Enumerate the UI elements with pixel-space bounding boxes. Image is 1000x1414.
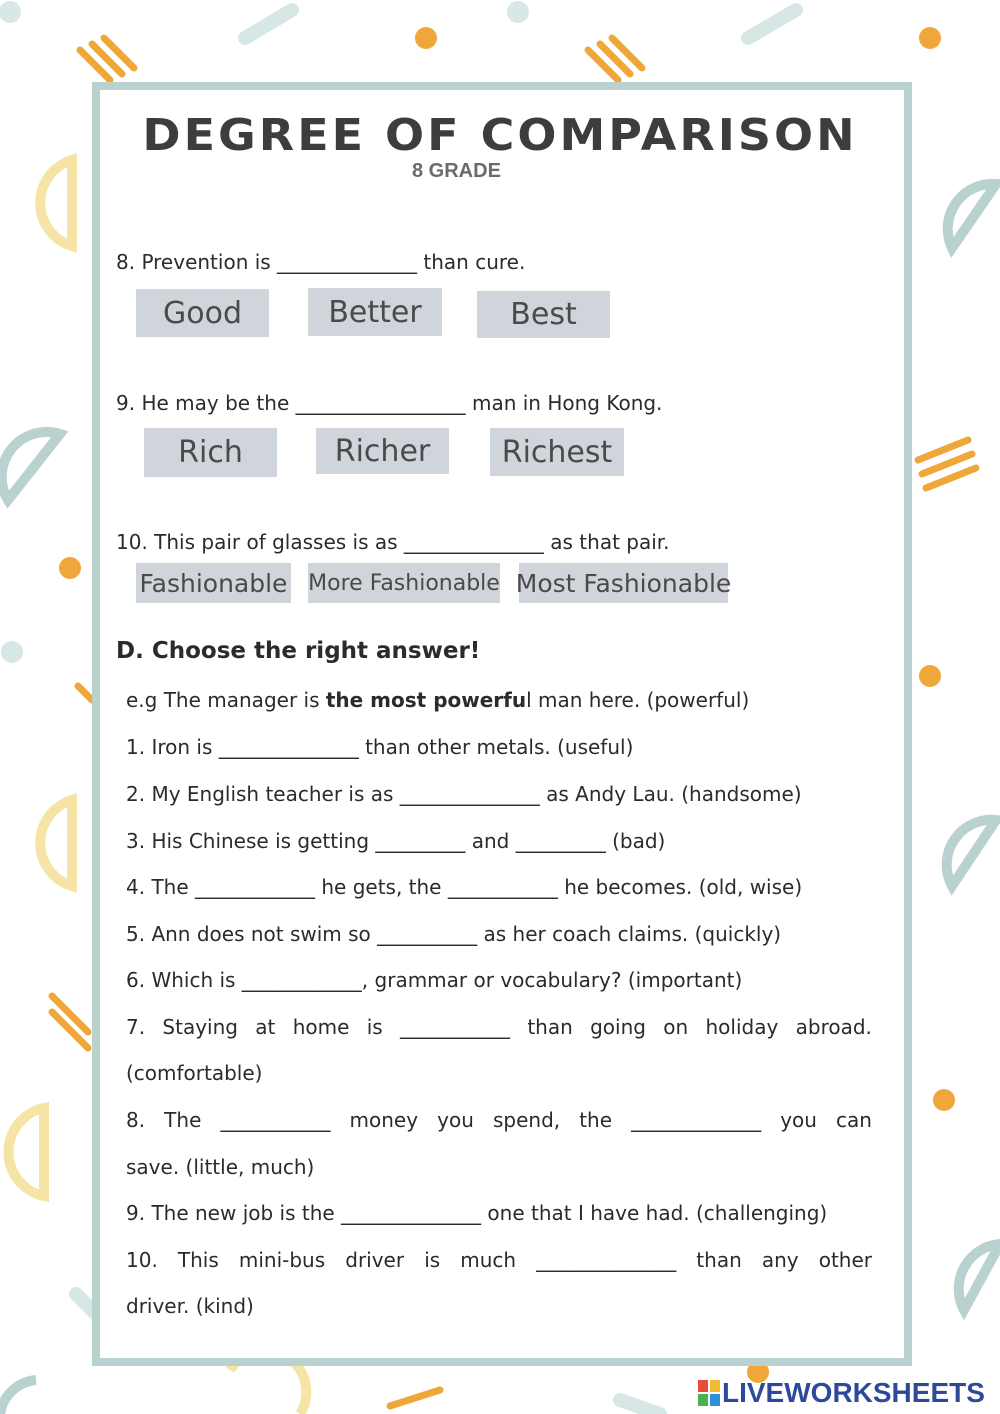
exercise-7 — [126, 1015, 872, 1039]
exercise-7-word: going — [590, 1015, 646, 1039]
exercise-8-word: spend, — [492, 1108, 561, 1132]
exercise-8-word: 8. — [126, 1108, 146, 1132]
exercise-8-blank: ___________ — [220, 1108, 331, 1132]
option-best[interactable]: Best — [477, 291, 610, 338]
worksheet-title: DEGREE OF COMPARISON — [142, 109, 858, 161]
question-10: 10. This pair of glasses is as ______________ as that pair. — [116, 530, 670, 554]
example-text-pre: e.g The manager is — [126, 688, 326, 712]
option-fashionable[interactable]: Fashionable — [136, 563, 291, 603]
exercise-7-word: than — [527, 1015, 573, 1039]
exercise-6: 6. Which is ____________, grammar or vocabulary? (important) — [126, 968, 743, 992]
exercise-10 — [126, 1248, 872, 1272]
section-d-heading: D. Choose the right answer! — [116, 638, 481, 664]
liveworksheets-brand[interactable] — [698, 1378, 985, 1408]
exercise-8-continued: save. (little, much) — [126, 1155, 315, 1179]
option-most-fashionable[interactable]: Most Fashionable — [519, 563, 728, 603]
exercise-2: 2. My English teacher is as ______________ as Andy Lau. (handsome) — [126, 782, 802, 806]
exercise-8 — [126, 1108, 872, 1132]
question-8: 8. Prevention is ______________ than cure. — [116, 250, 526, 274]
exercise-7-word: at — [255, 1015, 276, 1039]
example-text-bold: the most powerfu — [325, 688, 527, 712]
option-more-fashionable[interactable]: More Fashionable — [308, 563, 500, 603]
exercise-1: 1. Iron is ______________ than other metals. (useful) — [126, 735, 634, 759]
exercise-10-blank: ______________ — [536, 1248, 677, 1272]
exercise-7-blank: ___________ — [400, 1015, 511, 1039]
exercise-4: 4. The ____________ he gets, the ___________ he becomes. (old, wise) — [126, 875, 803, 899]
exercise-10-word: 10. — [126, 1248, 158, 1272]
example-text-post: l man here. (powerful) — [526, 688, 750, 712]
exercise-8-blank: _____________ — [631, 1108, 762, 1132]
question-9: 9. He may be the _________________ man in Hong Kong. — [116, 391, 663, 415]
worksheet-subtitle: 8 GRADE — [412, 160, 501, 182]
option-better[interactable]: Better — [308, 288, 442, 336]
exercise-8-word: can — [836, 1108, 872, 1132]
exercise-8-word: money — [349, 1108, 419, 1132]
exercise-7-word: Staying — [162, 1015, 238, 1039]
option-good[interactable]: Good — [136, 289, 269, 337]
option-richest[interactable]: Richest — [490, 428, 624, 476]
liveworksheets-logo-icon — [698, 1380, 720, 1406]
exercise-8-word: the — [579, 1108, 613, 1132]
exercise-10-word: any — [761, 1248, 799, 1272]
exercise-10-word: than — [696, 1248, 742, 1272]
option-richer[interactable]: Richer — [316, 428, 449, 474]
exercise-8-word: The — [164, 1108, 202, 1132]
liveworksheets-brand-text: LIVEWORKSHEETS — [722, 1377, 985, 1408]
exercise-7-word: holiday — [705, 1015, 779, 1039]
exercise-8-word: you — [437, 1108, 474, 1132]
exercise-7-word: is — [366, 1015, 383, 1039]
exercise-10-word: mini-bus — [238, 1248, 326, 1272]
exercise-10-word: This — [177, 1248, 219, 1272]
exercise-7-word: home — [292, 1015, 350, 1039]
exercise-5: 5. Ann does not swim so __________ as her coach claims. (quickly) — [126, 922, 782, 946]
exercise-7-word: 7. — [126, 1015, 146, 1039]
option-rich[interactable]: Rich — [144, 428, 277, 477]
exercise-3: 3. His Chinese is getting _________ and _________ (bad) — [126, 829, 666, 853]
exercise-7-word: on — [663, 1015, 689, 1039]
exercise-8-word: you — [780, 1108, 817, 1132]
exercise-7-word: abroad. — [795, 1015, 872, 1039]
exercise-7-continued: (comfortable) — [126, 1061, 263, 1085]
exercise-10-word: much — [460, 1248, 517, 1272]
example-line — [126, 688, 872, 712]
exercise-10-continued: driver. (kind) — [126, 1294, 254, 1318]
exercise-10-word: other — [818, 1248, 872, 1272]
exercise-10-word: is — [424, 1248, 441, 1272]
exercise-9: 9. The new job is the ______________ one that I have had. (challenging) — [126, 1201, 828, 1225]
exercise-10-word: driver — [345, 1248, 405, 1272]
